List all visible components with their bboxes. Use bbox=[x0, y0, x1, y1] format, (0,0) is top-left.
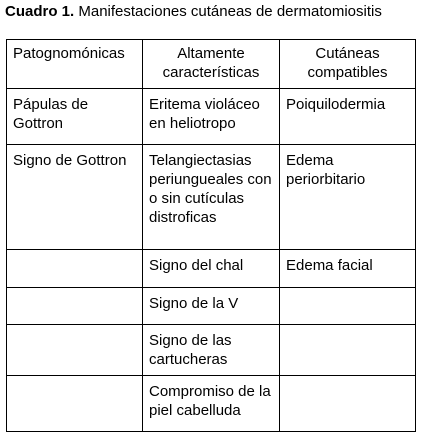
table-cell bbox=[7, 376, 143, 432]
table-cell bbox=[7, 250, 143, 288]
caption-label: Cuadro 1. bbox=[5, 3, 75, 20]
table-cell: Signo de la V bbox=[143, 288, 280, 325]
table-cell bbox=[7, 288, 143, 325]
header-highly-characteristic: Altamente características bbox=[143, 40, 280, 89]
table-cell bbox=[280, 325, 416, 376]
table-cell: Edema facial bbox=[280, 250, 416, 288]
header-compatible: Cutáneas compatibles bbox=[280, 40, 416, 89]
table-cell bbox=[7, 325, 143, 376]
table-cell: Signo de las cartucheras bbox=[143, 325, 280, 376]
table-cell: Eritema violáceo en heliotropo bbox=[143, 89, 280, 145]
table-cell bbox=[280, 288, 416, 325]
manifestations-table bbox=[6, 39, 416, 432]
table-row bbox=[7, 376, 416, 432]
table-row bbox=[7, 325, 416, 376]
table-cell bbox=[280, 376, 416, 432]
table-cell: Pápulas de Gottron bbox=[7, 89, 143, 145]
caption-title: Manifestaciones cutáneas de dermatomiositis bbox=[78, 3, 382, 20]
table-row bbox=[7, 89, 416, 145]
table-cell: Poiquilodermia bbox=[280, 89, 416, 145]
table-cell: Telangiectasias periungueales con o sin cutículas distroficas bbox=[143, 145, 280, 250]
table-cell: Signo del chal bbox=[143, 250, 280, 288]
table-row bbox=[7, 288, 416, 325]
table-cell: Compromiso de la piel cabelluda bbox=[143, 376, 280, 432]
table-caption bbox=[5, 3, 382, 21]
table-row bbox=[7, 145, 416, 250]
table-cell: Signo de Gottron bbox=[7, 145, 143, 250]
table-header-row bbox=[7, 40, 416, 89]
table-row bbox=[7, 250, 416, 288]
header-pathognomonic: Patognomónicas bbox=[7, 40, 143, 89]
table-cell: Edema periorbitario bbox=[280, 145, 416, 250]
